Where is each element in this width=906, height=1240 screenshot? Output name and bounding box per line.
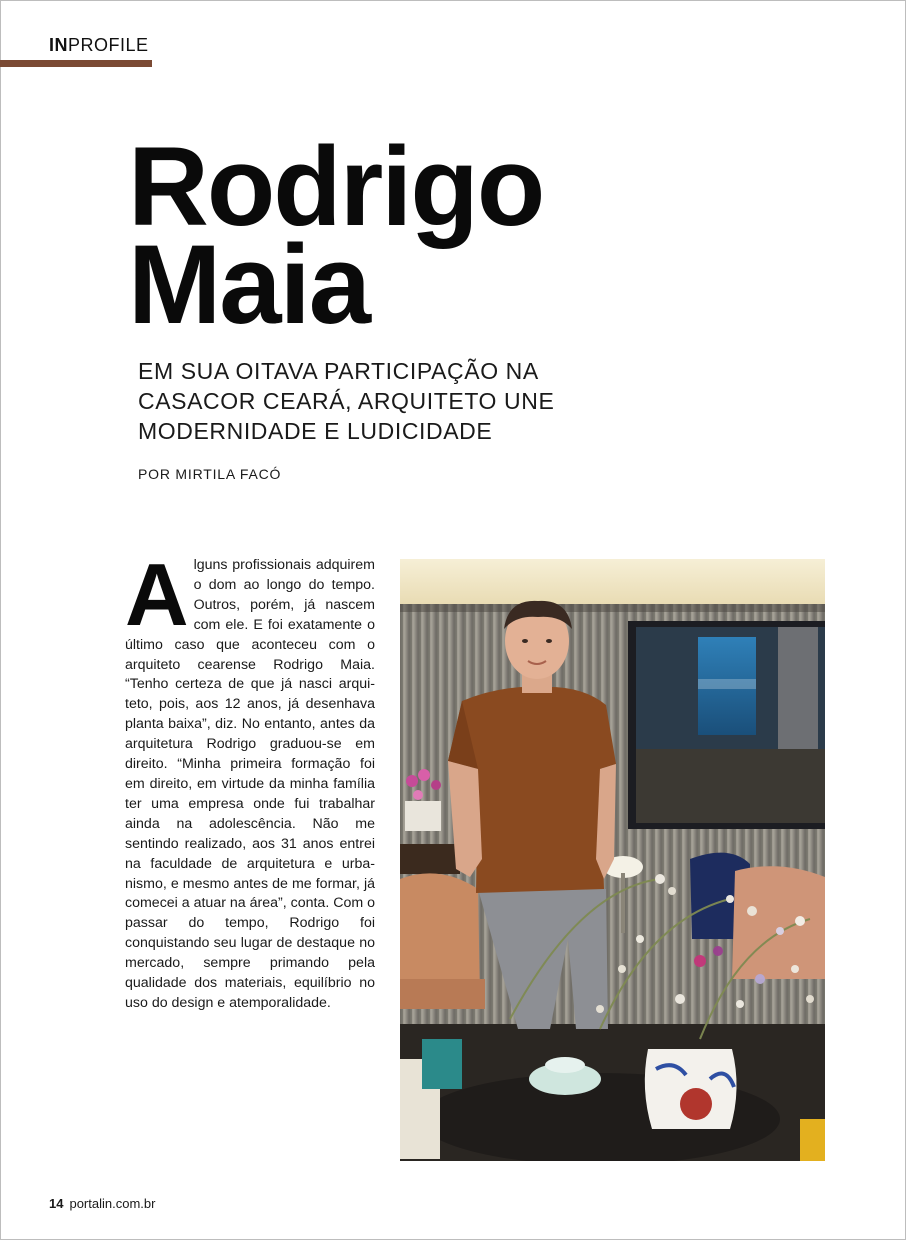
title-line-1: Rodrigo bbox=[128, 124, 544, 249]
section-label-bold: IN bbox=[49, 35, 68, 55]
article-byline: POR MIRTILA FACÓ bbox=[138, 466, 282, 482]
section-label bbox=[49, 35, 149, 56]
portrait-illustration bbox=[400, 559, 825, 1161]
section-rule bbox=[0, 60, 152, 67]
article-body bbox=[125, 545, 375, 1014]
title-line-2: Maia bbox=[128, 222, 369, 347]
drop-cap: A bbox=[125, 545, 189, 644]
page-footer bbox=[49, 1196, 155, 1211]
section-label-light: PROFILE bbox=[68, 35, 149, 55]
page-number: 14 bbox=[49, 1196, 64, 1211]
site-url: portalin.com.br bbox=[69, 1196, 156, 1211]
portrait-photo bbox=[400, 559, 825, 1161]
body-paragraph: lguns profissionais adquirem o dom ao longo do tempo. Outros, porém, já nascem com ele. E foi exatamente o último caso que aconteceu com o arquiteto cearense Rodrigo Maia. “Tenho certeza de que já nasci arquiteto, pois, aos 12 anos, já desenhava planta baixa”, diz. No entanto, antes da arquitetura Rodrigo graduou-se em direito. “Minha primeira formação foi em direito, em virtude da minha família ter uma empresa onde fui trabalhar ainda na adolescência. Não me sentindo realizado, aos 31 anos entrei na faculdade de arquitetura e urbanismo, e mesmo antes de me formar, já comecei a atuar na área”, conta. Com o passar do tempo, Rodrigo foi conquistando seu lugar de destaque no mercado, sempre primando pela qualidade dos materiais, equilíbrio no uso do design e atemporalidade. bbox=[125, 557, 375, 1011]
article-title bbox=[128, 124, 544, 347]
article-subtitle: EM SUA OITAVA PARTICIPAÇÃO NA CASACOR CEARÁ, ARQUITETO UNE MODERNIDADE E LUDICIDADE bbox=[138, 358, 555, 444]
